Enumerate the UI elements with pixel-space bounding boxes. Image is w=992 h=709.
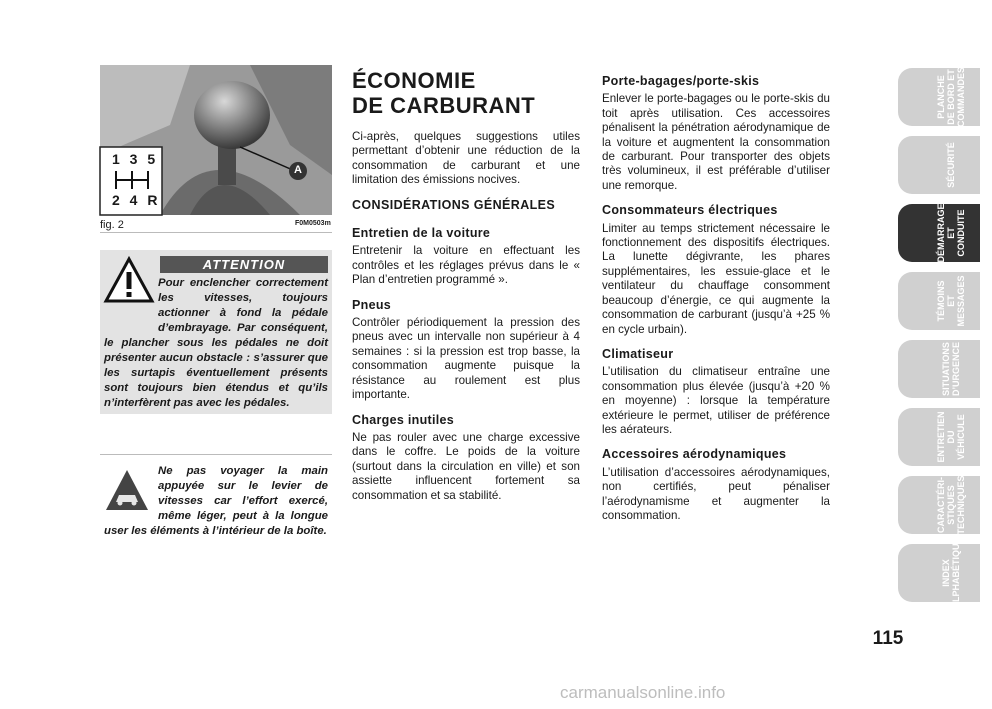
page-number: 115 xyxy=(872,628,904,649)
tab-caracteristiques-techniques[interactable] xyxy=(898,476,980,534)
tab-label: SÉCURITÉ xyxy=(946,142,956,188)
tab-label: CARACTÉRI- xyxy=(936,477,946,533)
title-line-2: DE CARBURANT xyxy=(352,93,536,118)
figure-marker-a: A xyxy=(294,164,302,176)
section-roof-rack xyxy=(602,74,830,193)
tab-label: PLANCHE xyxy=(936,75,946,119)
section-text: Entretenir la voiture en effectuant les contrôles et les réglages prévus dans le « Plan d’entretien programmé ». xyxy=(352,244,580,287)
section-heading: CONSIDÉRATIONS GÉNÉRALES xyxy=(352,197,556,212)
section-air-conditioning xyxy=(602,347,830,437)
tab-label: ALPHABÉTIQUE xyxy=(951,537,961,609)
section-title: Entretien de la voiture xyxy=(352,226,491,241)
section-title: Pneus xyxy=(352,297,392,312)
section-title: Charges inutiles xyxy=(352,412,455,427)
article-column-1 xyxy=(352,130,580,513)
environment-car-icon xyxy=(104,468,150,512)
figure-code: F0M0503m xyxy=(295,220,331,227)
attention-text-content: Pour enclencher correctement les vitesses, toujours actionner à fond la pédale d’embrayage. Par conséquent, le plancher sous les pédales ne doit présenter aucun obstacle : s’assurer que les surtapis éventuellement présents sont toujours bien étendus et qu’ils n’interfèrent pas avec les pédales. xyxy=(104,277,328,409)
tab-label: INDEX xyxy=(941,559,951,587)
tab-label: DE BORD ET xyxy=(946,69,956,125)
section-text: L’utilisation du climatiseur entraîne une consommation plus élevée (jusqu’à +20 % en moyenne) : lorsque la température extérieure le permet, utiliser de préférence les aérateurs. xyxy=(602,365,830,436)
tab-label: ENTRETIEN xyxy=(936,411,946,463)
divider xyxy=(100,454,332,455)
section-title: Porte-bagages/porte-skis xyxy=(602,74,760,88)
section-maintenance xyxy=(352,226,580,288)
tab-label: STIQUES xyxy=(946,485,956,525)
section-title: Consommateurs électriques xyxy=(602,203,778,218)
section-aero-accessories xyxy=(602,447,830,523)
tab-label: D’URGENCE xyxy=(951,342,961,397)
section-text: Enlever le porte-bagages ou le porte-skis du toit après utilisation. Ces accessoires pénalisent la pénétration aérodynamique de la voiture et augmentent la consommation de carburant. Pour transporter des objets très volumineux, il est préférable d’utiliser une remorque. xyxy=(602,92,830,192)
tab-label: ET CONDUITE xyxy=(946,209,966,257)
tab-label: TECHNIQUES xyxy=(956,475,966,535)
tab-temoins-et-messages[interactable] xyxy=(898,272,980,330)
article-intro: Ci-après, quelques suggestions utiles permettant d’obtenir une réduction de la consommation de carburant et une limitation des émissions nocives. xyxy=(352,130,580,187)
gear-pattern-bottom: 2 4 R xyxy=(112,192,161,208)
tab-label: COMMANDES xyxy=(956,67,966,127)
article-title xyxy=(352,68,535,118)
tab-planche-de-bord[interactable] xyxy=(898,68,980,126)
gear-lever-figure xyxy=(100,65,332,215)
tab-label: DU VÉHICULE xyxy=(946,414,966,460)
section-title: Climatiseur xyxy=(602,346,674,361)
section-text: Limiter au temps strictement nécessaire le fonctionnement des dispositifs électriques. La lunette dégivrante, les phares supplémentaires, les essuie-glace et le ventilateur du chauffage consomment beaucoup d’énergie, ce qui augmente la consommation de carburant (jusqu’à +25 % en cycle urbain). xyxy=(602,221,830,336)
divider xyxy=(100,232,332,233)
section-text: Ne pas rouler avec une charge excessive dans le coffre. Le poids de la voiture (surtout dans la circulation en ville) et son assiette influencent fortement sa consommation et sa stabilité. xyxy=(352,430,580,502)
section-electrical xyxy=(602,203,830,337)
gear-shift-pattern-icon xyxy=(112,169,156,191)
environment-note-content: Ne pas voyager la main appuyée sur le levier de vitesses car l’effort exercé, même léger, peut à la longue user les éléments à l’intérieur de la boîte. xyxy=(104,465,328,537)
tab-situations-d-urgence[interactable] xyxy=(898,340,980,398)
figure-label: fig. 2 xyxy=(100,219,124,231)
section-loads xyxy=(352,413,580,503)
tab-securite[interactable] xyxy=(898,136,980,194)
section-text: L’utilisation d’accessoires aérodynamiques, non certifiés, peut pénaliser l’aérodynamisme et augmenter la consommation. xyxy=(602,465,830,522)
tab-label: DÉMARRAGE xyxy=(936,203,946,263)
tab-label: ET MESSAGES xyxy=(946,275,966,327)
warning-triangle-icon xyxy=(104,256,154,304)
tab-entretien-du-vehicule[interactable] xyxy=(898,408,980,466)
section-text: Contrôler périodiquement la pression des pneus avec un intervalle non supérieur à 4 semaines : si la pression est trop basse, la consommation augmente puisque la résistance au roulement est plus importante. xyxy=(352,316,580,402)
section-title: Accessoires aérodynamiques xyxy=(602,447,787,462)
gear-pattern-top: 1 3 5 xyxy=(112,151,159,167)
tab-index-alphabetique[interactable] xyxy=(898,537,980,609)
title-line-1: ÉCONOMIE xyxy=(352,68,476,93)
section-tyres xyxy=(352,298,580,403)
watermark: carmanualsonline.info xyxy=(560,683,726,702)
tab-demarrage-et-conduite[interactable] xyxy=(898,204,980,262)
attention-badge: ATTENTION xyxy=(160,256,328,273)
tab-label: TÉMOINS xyxy=(936,280,946,322)
article-column-2 xyxy=(602,74,830,533)
tab-label: SITUATIONS xyxy=(941,342,951,396)
